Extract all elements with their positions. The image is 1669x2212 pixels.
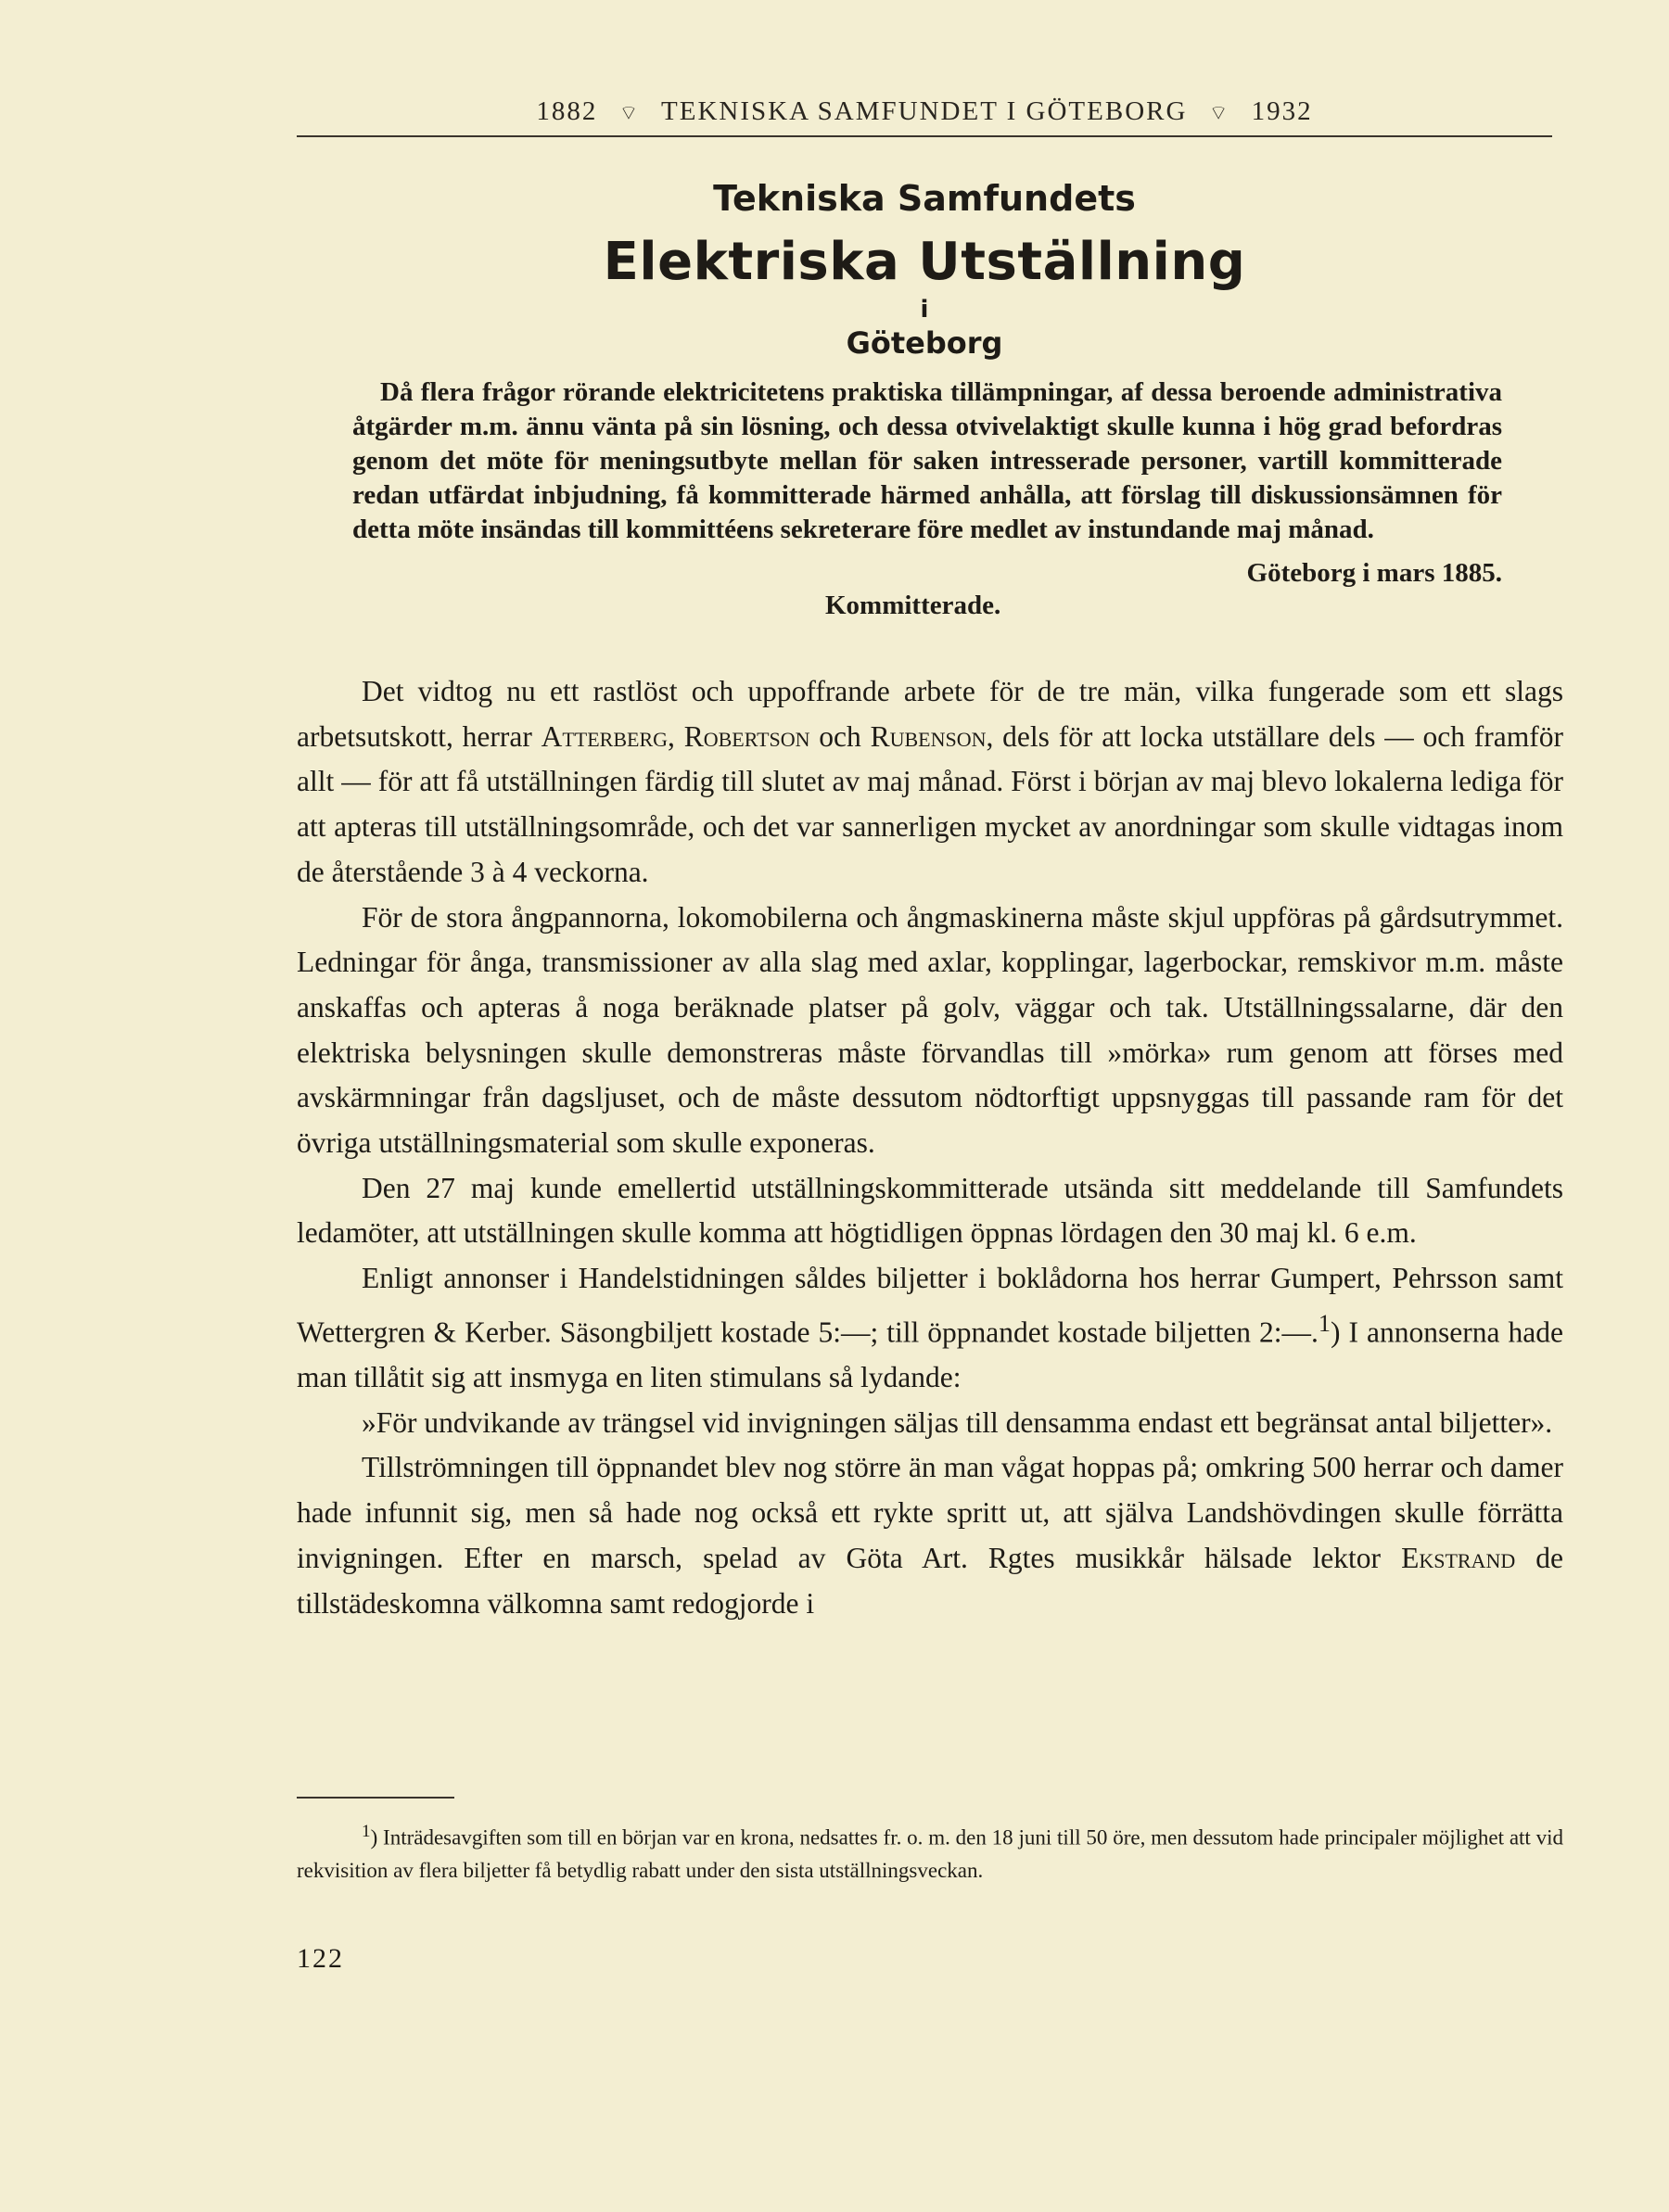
footnote xyxy=(297,1815,1563,1887)
header-rule xyxy=(297,135,1552,137)
ornament-icon: ⌔ xyxy=(618,101,641,124)
paragraph: Enligt annonser i Handelstidningen såldes biljetter i boklådorna hos herrar Gumpert, Pehrsson samt Wettergren & Kerber. Säsongbiljett kostade 5:—; till öppnandet kostade biljetten 2:—.$^1$) I annonserna hade man tillåtit sig att insmyga en liten stimulans så lydande: xyxy=(297,1262,1563,1394)
paragraph: Tillströmningen till öppnandet blev nog större än man vågat hoppas på; omkring 500 herrar och damer hade infunnit sig, men så hade nog också ett rykte spritt ut, att själva Landshövdingen skulle förrätta invigningen. Efter en marsch, spelad av Göta Art. Rgtes musikkår hälsade lektor Ekstrand de tillstädeskomna välkomna samt redogjorde i xyxy=(297,1451,1564,1620)
quote-paragraph: »För undvikande av trängsel vid invigningen säljas till densamma endast ett begränsat antal biljetter». xyxy=(362,1405,1553,1439)
footnote-marker: 1 xyxy=(362,1822,371,1841)
notice-paragraph: Då flera frågor rörande elektricitetens praktiska tillämpningar, af dessa beroende administrativa åtgärder m.m. ännu vänta på sin lösning, och dessa otvivelaktigt skulle kunna i hög grad befordras genom det möte för meningsutbyte mellan för saken intresserade personer, vartill kommitterade redan utfärdat inbjudning, få kommitterade härmed anhålla, att förslag till diskussionsämnen för detta möte insändas till kommittéens sekreterare före medlet av instundande maj månad. xyxy=(352,377,1502,544)
running-head-year-start: 1882 xyxy=(536,96,598,126)
body-text xyxy=(297,669,1563,1626)
paragraph: Den 27 maj kunde emellertid utställningskommitterade utsända sitt meddelande till Samfundets ledamöter, att utställningen skulle komma att högtidligen öppnas lördagen den 30 maj kl. 6 e.m. xyxy=(297,1171,1563,1250)
notice-signature: Kommitterade. xyxy=(825,591,1001,620)
notice-title: Elektriska Utställning xyxy=(603,232,1246,292)
paragraph: För de stora ångpannorna, lokomobilerna och ångmaskinerna måste skjul uppföras på gårdsutrymmet. Ledningar för ånga, transmissioner av alla slag med axlar, kopplingar, lagerbockar, remskivor m.m. måste anskaffas och apteras å noga beräknade platser på golv, väggar och tak. Utställningssalarne, där den elektriska belysningen skulle demonstreras måste förvandlas till »mörka» rum genom att förses med avskärmningar från dagsljuset, och de måste dessutom nödtorftigt uppsnyggas till passande ram för det övriga utställningsmaterial som skulle exponeras. xyxy=(297,900,1563,1160)
ornament-icon: ⌔ xyxy=(1208,101,1230,124)
footnote-rule xyxy=(297,1797,454,1799)
person-name: Atterberg xyxy=(541,719,669,753)
notice-place-date: Göteborg i mars 1885. xyxy=(1246,558,1502,588)
notice-subtitle: Tekniska Samfundets xyxy=(713,178,1136,219)
person-name: Ekstrand xyxy=(1401,1541,1516,1574)
footnote-text: ) Inträdesavgiften som till en början var en krona, nedsattes fr. o. m. den 18 juni till 50 öre, men dessutom hade principaler möjlighet att vid rekvisition av flera biljetter få betydlig rabatt under den sista utställningsveckan. xyxy=(297,1825,1563,1882)
running-head-society: TEKNISKA SAMFUNDET I GÖTEBORG xyxy=(661,96,1188,126)
footnote-reference: 1 xyxy=(1318,1309,1331,1337)
running-head xyxy=(297,96,1552,127)
exhibition-notice xyxy=(297,167,1552,621)
person-name: Rubenson xyxy=(870,719,987,753)
notice-city: Göteborg xyxy=(846,325,1003,361)
notice-preposition: i xyxy=(920,296,929,324)
notice-body xyxy=(352,375,1502,547)
page-number: 122 xyxy=(297,1943,344,1974)
paragraph: Det vidtog nu ett rastlöst och uppoffrande arbete för de tre män, vilka fungerade som ett slags arbetsutskott, herrar Atterberg, Robertson och Rubenson, dels för att locka utställare dels — och framför allt — för att få utställningen färdig till slutet av maj månad. Först i början av maj blevo lokalerna lediga för att apteras till utställningsområde, och det var sannerligen mycket av anordningar som skulle vidtagas inom de återstående 3 à 4 veckorna. xyxy=(297,675,1563,888)
running-head-year-end: 1932 xyxy=(1251,96,1313,126)
person-name: Robertson xyxy=(683,719,810,753)
